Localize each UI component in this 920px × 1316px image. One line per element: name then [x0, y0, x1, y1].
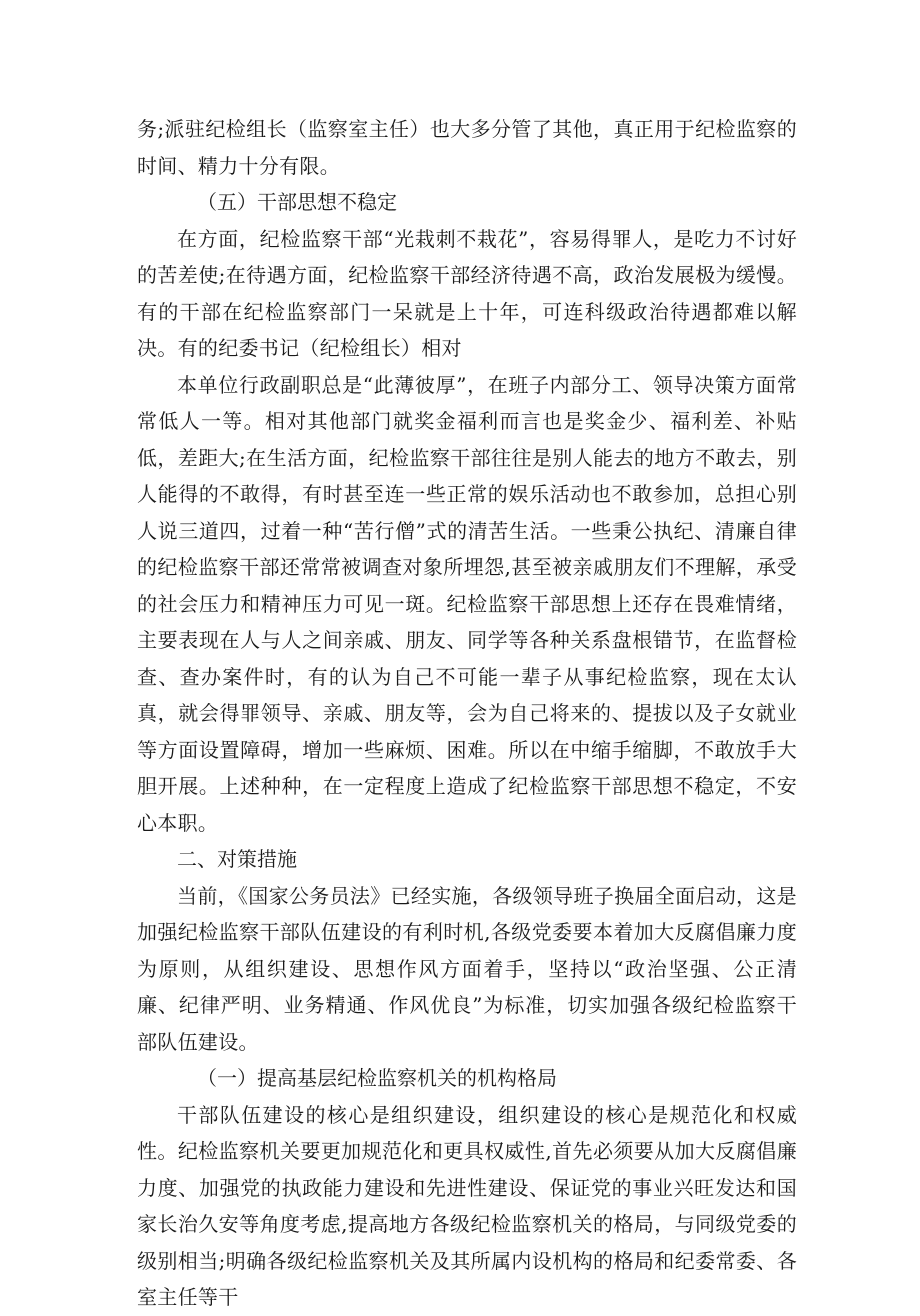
section-heading-1: （一）提高基层纪检监察机关的机构格局 — [197, 1066, 557, 1090]
paragraph-continued: 务;派驻纪检组长（监察室主任）也大多分管了其他，真正用于纪检监察的时间、精力十分有限。 — [137, 117, 797, 178]
paragraph: 干部队伍建设的核心是组织建设，组织建设的核心是规范化和权威性。纪检监察机关要更加规范化和更具权威性,首先必须要从加大反腐倡廉力度、加强党的执政能力建设和先进性建设、保证党的事业兴旺发达和国家长治久安等角度考虑,提高地方各级纪检监察机关的格局，与同级党委的级别相当;明确各级纪检监察机关及其所属内设机构的格局和纪委常委、各室主任等干 — [137, 1102, 797, 1309]
paragraph: 在方面，纪检监察干部“光栽刺不栽花”，容易得罪人，是吃力不讨好的苦差使;在待遇方面，纪检监察干部经济待遇不高，政治发展极为缓慢。有的干部在纪检监察部门一呆就是上十年，可连科级政治待遇都难以解决。有的纪委书记（纪检组长）相对 — [137, 226, 797, 360]
chapter-heading-2: 二、对策措施 — [177, 847, 297, 871]
section-heading-5: （五）干部思想不稳定 — [197, 190, 397, 214]
paragraph: 本单位行政副职总是“此薄彼厚”，在班子内部分工、领导决策方面常常低人一等。相对其他部门就奖金福利而言也是奖金少、福利差、补贴低，差距大;在生活方面，纪检监察干部往往是别人能去的地方不敢去，别人能得的不敢得，有时甚至连一些正常的娱乐活动也不敢参加，总担心别人说三道四，过着一种“苦行僧”式的清苦生活。一些秉公执纪、清廉自律的纪检监察干部还常常被调查对象所埋怨,甚至被亲戚朋友们不理解，承受的社会压力和精神压力可见一斑。纪检监察干部思想上还存在畏难情绪，主要表现在人与人之间亲戚、朋友、同学等各种关系盘根错节，在监督检查、查办案件时，有的认为自己不可能一辈子从事纪检监察，现在太认真，就会得罪领导、亲戚、朋友等，会为自己将来的、提拔以及子女就业等方面设置障碍，增加一些麻烦、困难。所以在中缩手缩脚，不敢放手大胆开展。上述种种，在一定程度上造成了纪检监察干部思想不稳定，不安心本职。 — [137, 372, 797, 835]
document-body — [137, 111, 797, 1316]
paragraph: 当前，《国家公务员法》已经实施，各级领导班子换届全面启动，这是加强纪检监察干部队伍建设的有利时机,各级党委要本着加大反腐倡廉力度为原则，从组织建设、思想作风方面着手，坚持以“政治坚强、公正清廉、纪律严明、业务精通、作风优良”为标准，切实加强各级纪检监察干部队伍建设。 — [137, 883, 797, 1054]
